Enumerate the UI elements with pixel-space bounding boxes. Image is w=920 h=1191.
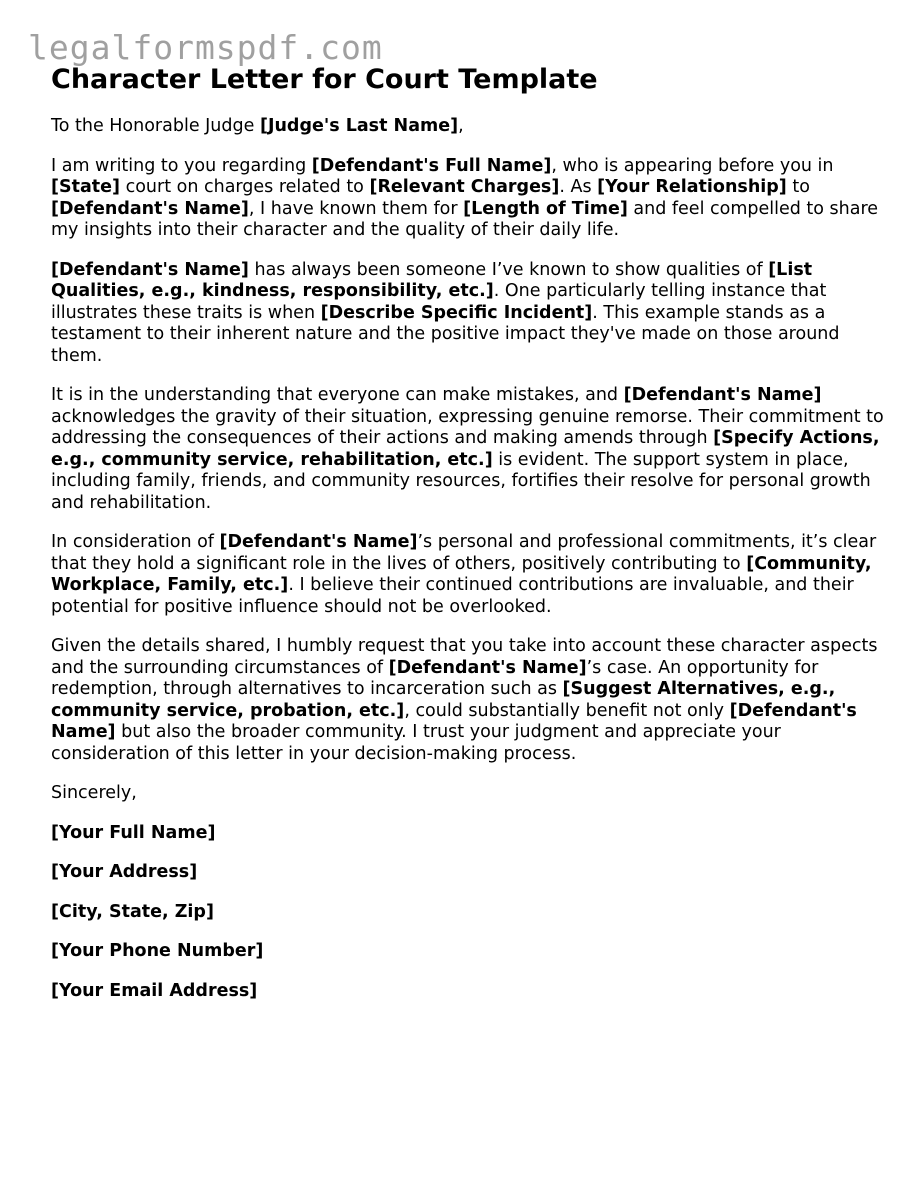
- text: but also the broader community. I trust your judgment and appreciate your consideration of this letter in your decision-making process.: [51, 722, 781, 764]
- placeholder-relevant-charges: [Relevant Charges]: [369, 177, 560, 197]
- watermark-text: legalformspdf.com: [28, 28, 383, 67]
- placeholder-city-state-zip: [City, State, Zip]: [51, 901, 214, 922]
- placeholder-community: [Community, Workplace, Family, etc.]: [51, 553, 872, 595]
- text: ’s case. An opportunity for redemption, through alternatives to incarceration such as: [51, 657, 819, 699]
- signature-email: [51, 981, 886, 1003]
- text: . This example stands as a testament to their inherent nature and the positive impact they've made on those around them.: [51, 302, 840, 366]
- signature-phone: [51, 941, 886, 963]
- signature-full-name: [51, 823, 886, 845]
- text: acknowledges the gravity of their situation, expressing genuine remorse. Their commitment to addressing the consequences of their actions and making amends through: [51, 406, 884, 448]
- placeholder-your-full-name: [Your Full Name]: [51, 822, 216, 843]
- placeholder-specific-incident: [Describe Specific Incident]: [320, 302, 593, 323]
- placeholder-suggest-alternatives: [Suggest Alternatives, e.g., community service, probation, etc.]: [51, 679, 836, 721]
- text: court on charges related to: [120, 177, 370, 197]
- placeholder-specify-actions: [Specify Actions, e.g., community service, rehabilitation, etc.]: [51, 428, 880, 470]
- letter-document: [51, 62, 886, 1020]
- text: has always been someone I’ve known to show qualities of: [248, 259, 769, 280]
- placeholder-your-address: [Your Address]: [51, 862, 198, 882]
- placeholder-defendant-name: [Defendant's Name]: [51, 259, 249, 280]
- paragraph-intro: [51, 156, 886, 242]
- text: It is in the understanding that everyone can make mistakes, and: [51, 385, 624, 405]
- signature-address: [51, 862, 886, 884]
- document-title: Character Letter for Court Template: [51, 64, 598, 95]
- text: In consideration of: [51, 532, 220, 552]
- paragraph-remorse: [51, 385, 886, 514]
- salutation-comma: ,: [458, 116, 464, 136]
- placeholder-your-email-address: [Your Email Address]: [51, 980, 258, 1001]
- paragraph-qualities: [51, 260, 886, 368]
- placeholder-defendant-name: [Defendant's Name]: [219, 532, 418, 552]
- paragraph-request: [51, 636, 886, 765]
- text: . One particularly telling instance that illustrates these traits is when: [51, 281, 827, 323]
- text: , who is appearing before you in: [551, 155, 834, 176]
- closing: Sincerely,: [51, 783, 137, 803]
- placeholder-list-qualities: [List Qualities, e.g., kindness, responsibility, etc.]: [51, 259, 813, 301]
- text: . I believe their continued contributions are invaluable, and their potential for positive influence should not be overlooked.: [51, 575, 854, 617]
- placeholder-defendant-full-name: [Defendant's Full Name]: [311, 155, 552, 176]
- text: . As: [559, 177, 598, 197]
- text: , I have known them for: [248, 198, 464, 219]
- placeholder-defendant-name: [Defendant's Name]: [51, 198, 249, 219]
- text: Given the details shared, I humbly request that you take into account these character aspects and the surrounding circumstances of: [51, 636, 878, 678]
- salutation: [51, 116, 886, 138]
- text: I am writing to you regarding: [51, 155, 312, 176]
- placeholder-defendant-name: [Defendant's Name]: [623, 385, 822, 405]
- signature-city-state-zip: [51, 902, 886, 924]
- paragraph-commitments: [51, 532, 886, 618]
- placeholder-your-phone-number: [Your Phone Number]: [51, 941, 264, 961]
- placeholder-length-of-time: [Length of Time]: [463, 198, 628, 219]
- text: and feel compelled to share my insights into their character and the quality of their daily life.: [51, 198, 879, 240]
- salutation-text: To the Honorable Judge: [51, 116, 260, 136]
- text: ’s personal and professional commitments, it’s clear that they hold a significant role in the lives of others, positively contributing to: [51, 532, 877, 574]
- text: to: [786, 177, 810, 197]
- placeholder-defendant-name: [Defendant's Name]: [51, 700, 857, 742]
- placeholder-defendant-name: [Defendant's Name]: [388, 657, 587, 678]
- placeholder-state: [State]: [51, 177, 121, 197]
- placeholder-your-relationship: [Your Relationship]: [597, 177, 787, 197]
- placeholder-judge-name: [Judge's Last Name]: [259, 116, 459, 136]
- text: , could substantially benefit not only: [404, 700, 730, 721]
- text: is evident. The support system in place, including family, friends, and community resources, fortifies their resolve for personal growth and rehabilitation.: [51, 449, 871, 513]
